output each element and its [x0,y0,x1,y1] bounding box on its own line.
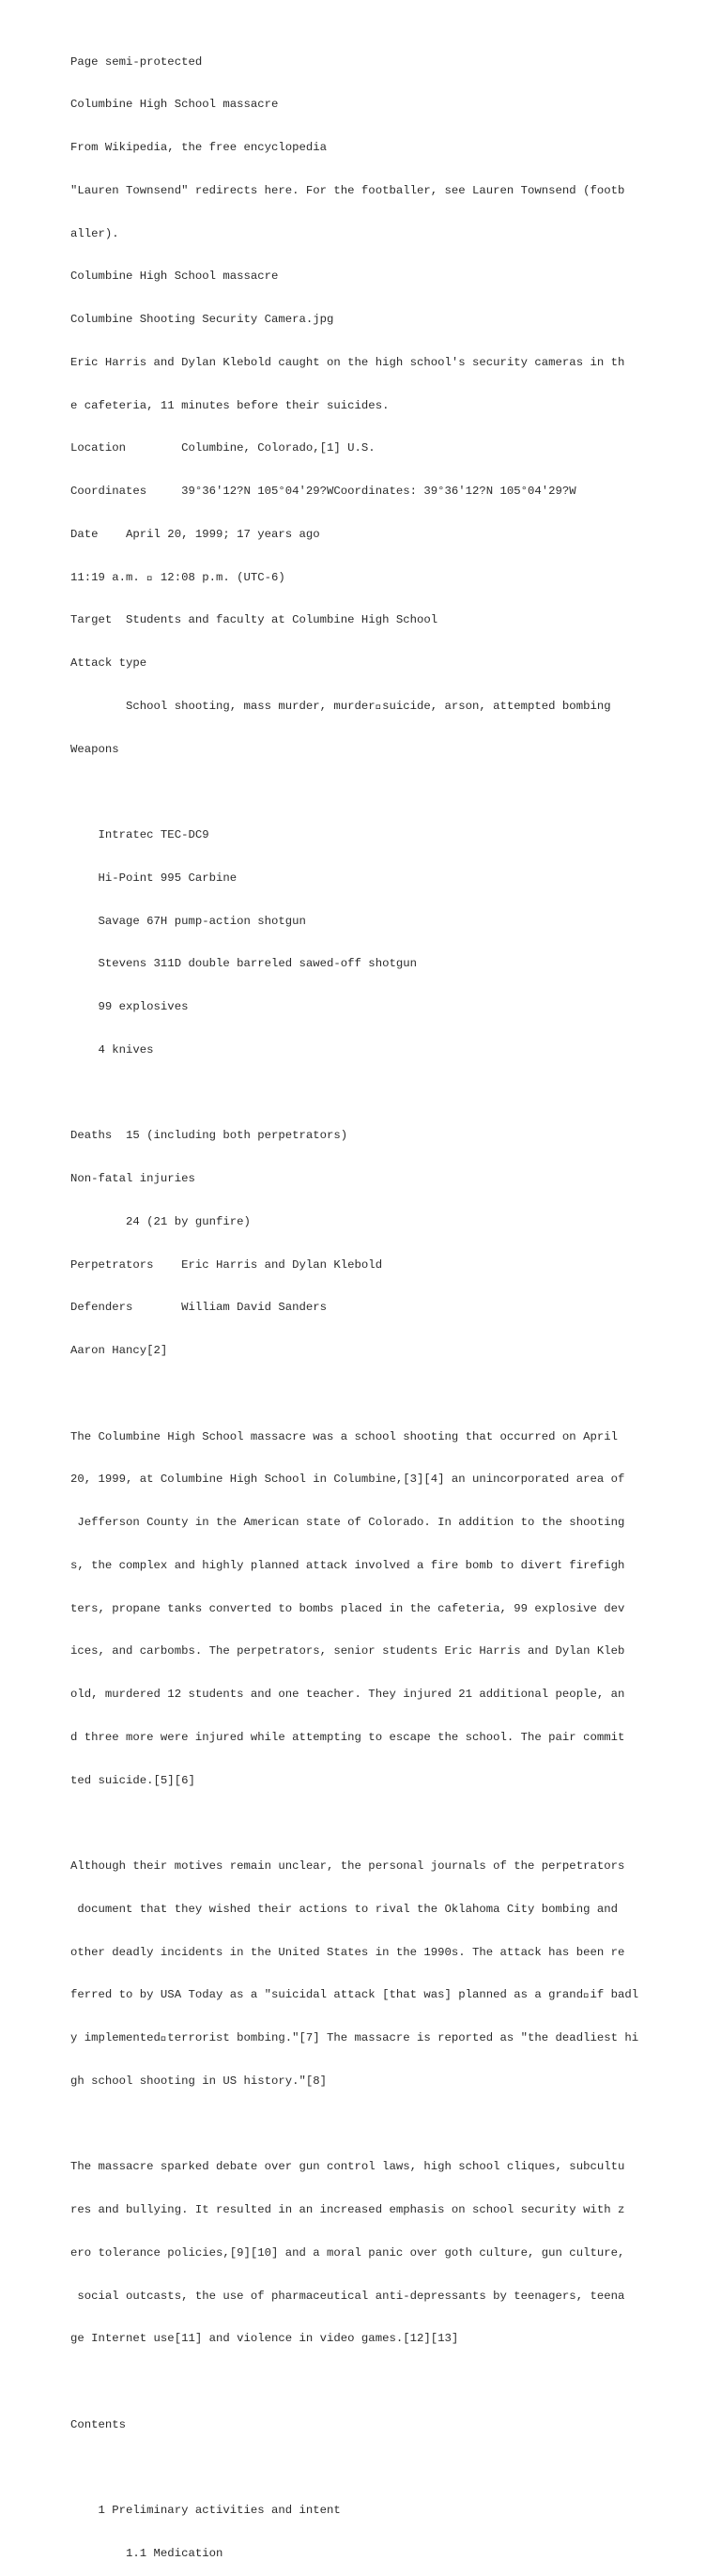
infobox-target: Target Students and faculty at Columbine High School [70,613,438,627]
paragraph-2-line: other deadly incidents in the United States in the 1990s. The attack has been re [70,1945,625,1959]
infobox-injuries-label: Non-fatal injuries [70,1172,195,1185]
redirect-note-line-2: aller). [70,226,119,240]
blank-line [70,785,652,799]
infobox-injuries-value: 24 (21 by gunfire) [70,1214,251,1228]
blank-line [70,2118,652,2132]
paragraph-2-line: y implemented terrorist bombing."[7] The massacre is reported as "the deadliest hi [70,2031,639,2044]
infobox-attack-type-value: School shooting, mass murder, murder suicide, arson, attempted bombing [70,699,611,713]
infobox-weapons-label: Weapons [70,742,119,756]
image-file-name: Columbine Shooting Security Camera.jpg [70,313,334,326]
weapon-item: Stevens 311D double barreled sawed-off shotgun [70,957,417,971]
image-caption-line-1: Eric Harris and Dylan Klebold caught on the high school's security cameras in th [70,355,625,369]
protection-status: Page semi-protected [70,54,203,69]
weapon-item: Savage 67H pump-action shotgun [70,914,306,928]
paragraph-1-line: Jefferson County in the American state of Colorado. In addition to the shooting [70,1516,625,1529]
paragraph-3-line: ero tolerance policies,[9][10] and a moral panic over goth culture, gun culture, [70,2245,625,2260]
blank-line [70,1387,652,1401]
page-title: Columbine High School massacre [70,98,279,112]
image-caption-line-2: e cafeteria, 11 minutes before their suicides. [70,398,390,412]
paragraph-3-line: social outcasts, the use of pharmaceutical anti-depressants by teenagers, teena [70,2289,625,2303]
infobox-attack-type-label: Attack type [70,656,147,670]
paragraph-3-line: res and bullying. It resulted in an increased emphasis on school security with z [70,2203,625,2216]
paragraph-2-line: gh school shooting in US history."[8] [70,2074,328,2088]
infobox-location: Location Columbine, Colorado,[1] U.S. [70,441,376,455]
infobox-time: 11:19 a.m.   12:08 p.m. (UTC-6) [70,570,285,584]
blank-line [70,2375,652,2389]
weapon-item: Hi-Point 995 Carbine [70,871,238,885]
paragraph-1-line: ters, propane tanks converted to bombs placed in the cafeteria, 99 explosive dev [70,1601,625,1615]
paragraph-3-line: ge Internet use[11] and violence in video games.[12][13] [70,2332,459,2346]
paragraph-1-line: ices, and carbombs. The perpetrators, senior students Eric Harris and Dylan Kleb [70,1644,625,1658]
contents-heading: Contents [70,2417,127,2431]
source-line: From Wikipedia, the free encyclopedia [70,141,328,154]
paragraph-1-line: ted suicide.[5][6] [70,1773,195,1787]
infobox-date: Date April 20, 1999; 17 years ago [70,527,320,541]
blank-line [70,1087,652,1101]
paragraph-1-line: old, murdered 12 students and one teacher. They injured 21 additional people, an [70,1688,625,1701]
document-text [70,26,652,2576]
infobox-perpetrators: Perpetrators Eric Harris and Dylan Klebold [70,1257,383,1272]
weapon-item: 99 explosives [70,1000,189,1013]
paragraph-3-line: The massacre sparked debate over gun control laws, high school cliques, subcultu [70,2160,625,2174]
infobox-defenders-extra: Aaron Hancy[2] [70,1344,168,1357]
contents-item[interactable]: 1.1 Medication [70,2547,223,2560]
paragraph-1-line: s, the complex and highly planned attack involved a fire bomb to divert firefigh [70,1558,625,1572]
weapon-item: Intratec TEC-DC9 [70,828,209,841]
paragraph-2-line: ferred to by USA Today as a "suicidal attack [that was] planned as a grand if badl [70,1988,639,2002]
infobox-defenders: Defenders William David Sanders [70,1301,328,1315]
paragraph-2-line: document that they wished their actions to rival the Oklahoma City bombing and [70,1902,618,1916]
weapon-item: 4 knives [70,1042,154,1057]
paragraph-1-line: 20, 1999, at Columbine High School in Columbine,[3][4] an unincorporated area of [70,1473,625,1487]
blank-line [70,1816,652,1830]
infobox-deaths: Deaths 15 (including both perpetrators) [70,1129,348,1143]
blank-line [70,2461,652,2476]
paragraph-2-line: Although their motives remain unclear, the personal journals of the perpetrators [70,1859,625,1873]
redirect-note-line-1: "Lauren Townsend" redirects here. For the footballer, see Lauren Townsend (footb [70,183,625,197]
paragraph-1-line: The Columbine High School massacre was a school shooting that occurred on April [70,1429,618,1443]
paragraph-1-line: d three more were injured while attempting to escape the school. The pair commit [70,1730,625,1744]
contents-item[interactable]: 1 Preliminary activities and intent [70,2504,341,2518]
infobox-coordinates: Coordinates 39°36'12?N 105°04'29?WCoordinates: 39°36'12?N 105°04'29?W [70,485,576,498]
infobox-title: Columbine High School massacre [70,270,279,284]
